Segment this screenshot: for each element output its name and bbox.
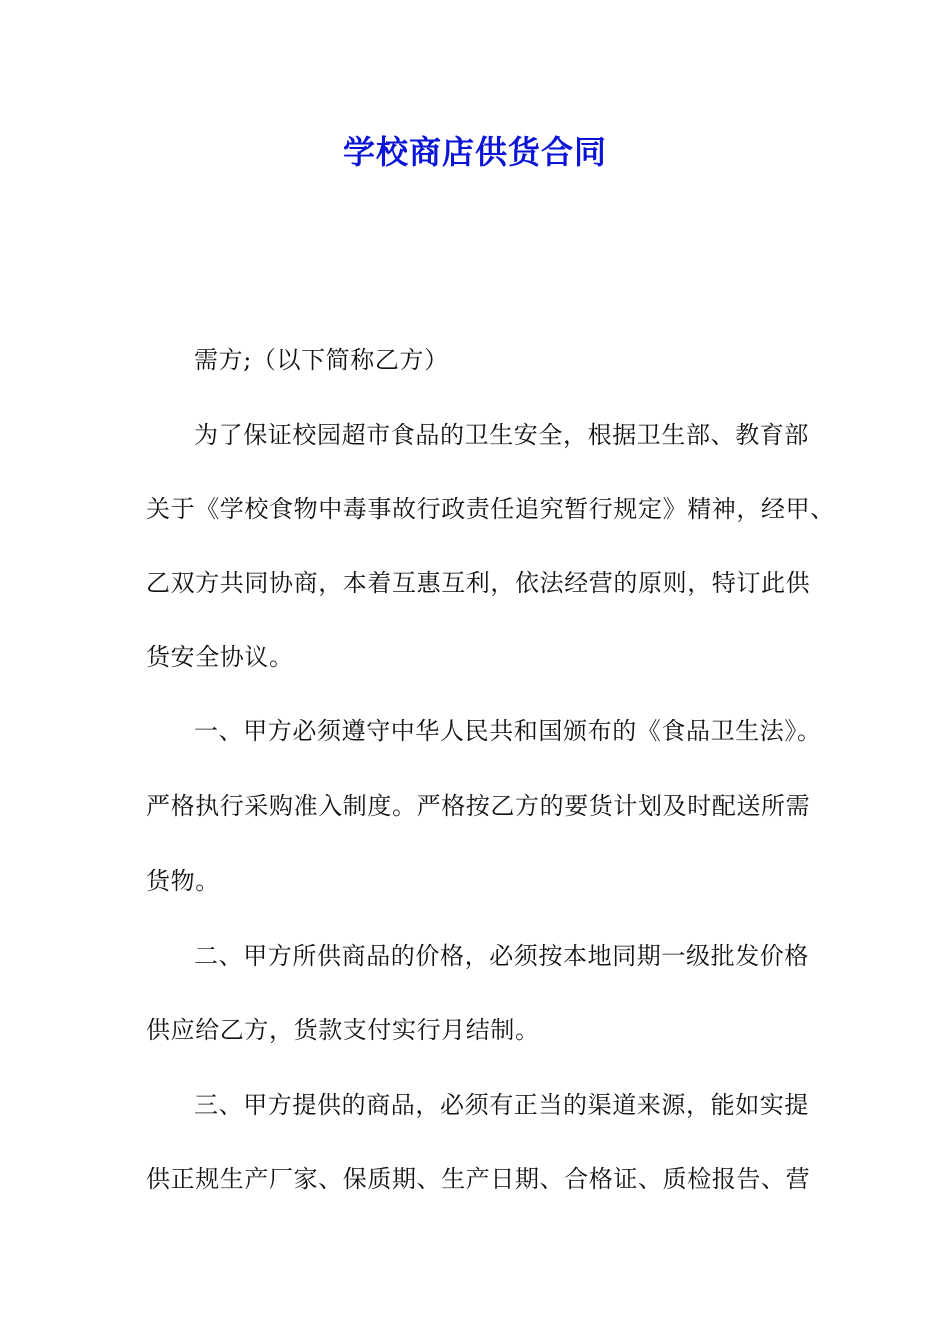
paragraph-line: 需方;（以下简称乙方） (194, 346, 449, 374)
paragraph-line: 供应给乙方，货款支付实行月结制。 (146, 1016, 540, 1044)
paragraph-line: 二、甲方所供商品的价格，必须按本地同期一级批发价格 (194, 942, 809, 970)
paragraph-line: 三、甲方提供的商品，必须有正当的渠道来源，能如实提 (194, 1091, 809, 1119)
paragraph-line: 供正规生产厂家、保质期、生产日期、合格证、质检报告、营 (146, 1165, 811, 1193)
document-title: 学校商店供货合同 (342, 133, 607, 171)
paragraph-line: 一、甲方必须遵守中华人民共和国颁布的《食品卫生法》。 (194, 717, 822, 745)
paragraph-line: 为了保证校园超市食品的卫生安全，根据卫生部、教育部 (194, 421, 809, 449)
paragraph-line: 严格执行采购准入制度。严格按乙方的要货计划及时配送所需 (146, 792, 811, 820)
paragraph-line: 货安全协议。 (146, 643, 294, 671)
paragraph-line: 关于《学校食物中毒事故行政责任追究暂行规定》精神，经甲、 (146, 495, 835, 523)
paragraph-line: 货物。 (146, 867, 220, 895)
paragraph-line: 乙双方共同协商，本着互惠互利，依法经营的原则，特订此供 (146, 569, 811, 597)
